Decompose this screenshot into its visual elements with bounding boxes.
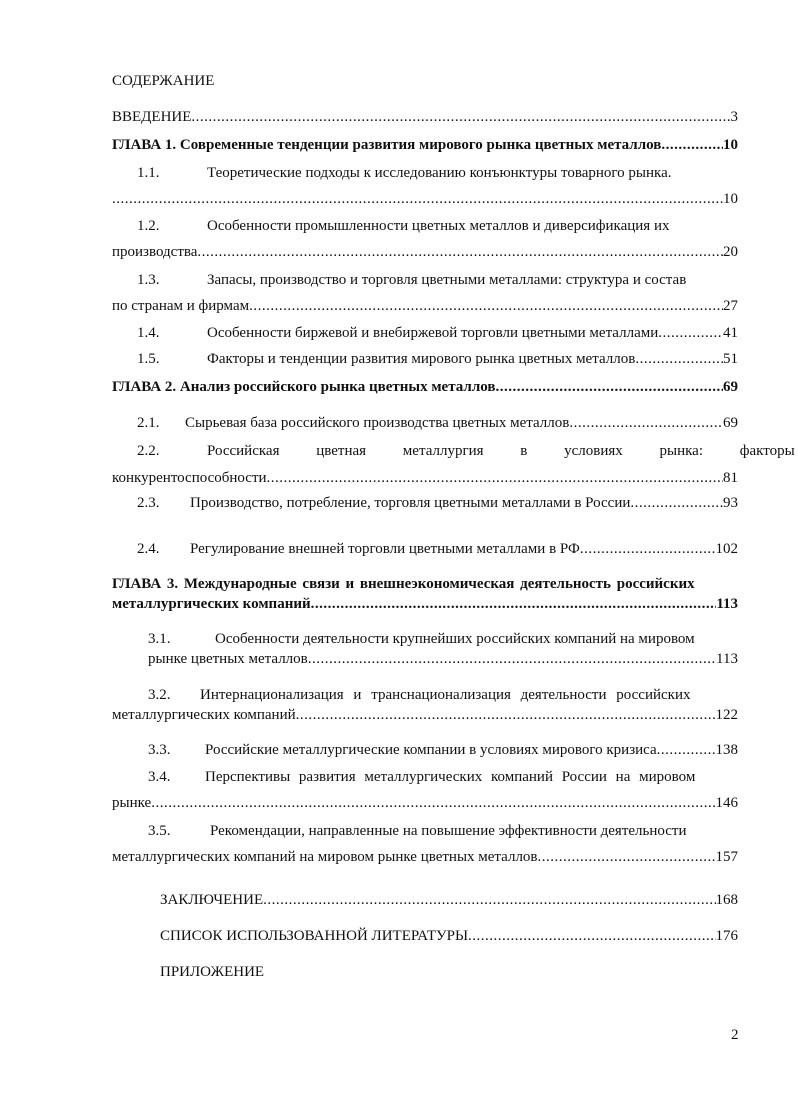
dot-leader [657,741,716,759]
page-number: 2 [731,1027,739,1043]
dot-leader [296,706,716,724]
toc-section-3-5-line2: металлургических компаний на мировом рынке цветных металлов [112,849,538,865]
toc-section-1-2-cont[interactable] [112,243,738,261]
toc-section-2-2-line2: конкурентоспособности [112,470,267,486]
toc-section-3-4-cont[interactable] [112,794,738,812]
toc-section-3-2-title[interactable]: Интернационализация и транснационализация деятельности российских [200,687,691,703]
dot-leader [191,108,730,126]
toc-section-number: 2.3. [137,495,160,511]
dot-leader [658,324,723,342]
toc-section-number: 1.4. [137,325,160,341]
toc-section-1-1-leader[interactable] [112,190,738,208]
toc-conclusion-page: 168 [715,892,738,908]
toc-section-1-3-page: 27 [723,298,738,314]
toc-section-3-4-line2: рынке [112,795,152,811]
toc-section-number: 3.5. [148,823,171,839]
toc-intro-label: ВВЕДЕНИЕ [112,109,192,125]
toc-section-number: 3.1. [148,631,171,647]
toc-section-number: 1.3. [137,272,160,288]
toc-section-number: 1.5. [137,351,160,367]
dot-leader [569,414,723,432]
dot-leader [151,794,715,812]
toc-intro[interactable] [112,108,738,126]
toc-conclusion[interactable] [160,891,738,909]
toc-references-label: СПИСОК ИСПОЛЬЗОВАННОЙ ЛИТЕРАТУРЫ [160,928,469,944]
toc-section-number: 2.4. [137,541,160,557]
toc-section-3-2-cont[interactable] [112,706,738,724]
toc-section-2-2-cont[interactable] [112,469,738,487]
toc-section-2-1[interactable] [185,414,738,432]
toc-section-3-3-page: 138 [715,742,738,758]
page-title: СОДЕРЖАНИЕ [112,73,215,89]
dot-leader [468,927,715,945]
toc-references-page: 176 [715,928,738,944]
toc-section-1-4-page: 41 [723,325,738,341]
toc-chapter-3-label-line2: металлургических компаний [112,596,311,612]
toc-section-1-3-line2: по странам и фирмам [112,298,250,314]
toc-section-3-3-title: Российские металлургические компании в условиях мирового кризиса [205,742,657,758]
toc-references[interactable] [160,927,738,945]
toc-section-1-5-title: Факторы и тенденции развития мирового рынка цветных металлов [207,351,636,367]
toc-section-2-4-title: Регулирование внешней торговли цветными металлами в РФ [190,541,580,557]
toc-section-2-2-title[interactable]: Российская цветная металлургия в условиях рынка: факторы [207,443,795,459]
toc-section-number: 2.2. [137,443,160,459]
dot-leader [267,469,723,487]
toc-chapter-3-label[interactable]: ГЛАВА 3. Международные связи и внешнеэкономическая деятельность российских [112,576,695,592]
dot-leader [112,190,723,208]
toc-section-3-4-page: 146 [715,795,738,811]
toc-section-number: 1.1. [137,165,160,181]
toc-section-2-3-page: 93 [723,495,738,511]
toc-section-3-1-page: 113 [716,651,738,667]
toc-section-3-2-line2: металлургических компаний [112,707,296,723]
toc-section-2-4[interactable] [190,540,738,558]
toc-chapter-3-page: 113 [716,596,738,612]
dot-leader [249,297,723,315]
toc-section-3-2-page: 122 [715,707,738,723]
toc-section-3-1-cont[interactable] [148,650,738,668]
toc-section-number: 2.1. [137,415,160,431]
toc-section-2-4-page: 102 [715,541,738,557]
toc-section-3-4-title[interactable]: Перспективы развития металлургических компаний России на мировом [205,769,696,785]
dot-leader [580,540,716,558]
toc-section-number: 3.2. [148,687,171,703]
toc-section-1-2-line2: производства [112,244,198,260]
toc-section-1-5-page: 51 [723,351,738,367]
toc-section-3-1-line2: рынке цветных металлов [148,651,308,667]
dot-leader [630,494,723,512]
toc-section-3-5-cont[interactable] [112,848,738,866]
toc-section-number: 1.2. [137,218,160,234]
dot-leader [538,848,716,866]
toc-section-3-3[interactable] [205,741,738,759]
toc-section-2-1-title: Сырьевая база российского производства цветных металлов [185,415,570,431]
toc-section-2-1-page: 69 [723,415,738,431]
toc-section-number: 3.4. [148,769,171,785]
toc-appendix[interactable]: ПРИЛОЖЕНИЕ [160,964,265,980]
toc-intro-page: 3 [730,109,738,125]
toc-section-2-2-page: 81 [723,470,738,486]
toc-section-2-3[interactable] [190,494,738,512]
toc-chapter-1[interactable] [112,136,738,154]
toc-section-2-3-title: Производство, потребление, торговля цветными металлами в России [190,495,631,511]
dot-leader [635,350,723,368]
dot-leader [495,378,723,396]
toc-section-1-1-page: 10 [723,191,738,207]
toc-section-3-5-title[interactable]: Рекомендации, направленные на повышение эффективности деятельности [210,823,687,839]
toc-chapter-2[interactable] [112,378,738,396]
dot-leader [263,891,715,909]
toc-section-1-4-title: Особенности биржевой и внебиржевой торговли цветными металлами [207,325,659,341]
toc-section-1-4[interactable] [207,324,738,342]
toc-section-1-1-title[interactable]: Теоретические подходы к исследованию конъюнктуры товарного рынка. [207,165,672,181]
toc-section-1-3-title[interactable]: Запасы, производство и торговля цветными металлами: структура и состав [207,272,687,288]
toc-conclusion-label: ЗАКЛЮЧЕНИЕ [160,892,264,908]
toc-chapter-3[interactable] [112,595,738,613]
toc-chapter-1-label: ГЛАВА 1. Современные тенденции развития мирового рынка цветных металлов [112,137,662,153]
dot-leader [197,243,723,261]
toc-chapter-2-page: 69 [723,379,738,395]
toc-section-3-5-page: 157 [715,849,738,865]
toc-section-1-3-cont[interactable] [112,297,738,315]
toc-section-1-2-title[interactable]: Особенности промышленности цветных металлов и диверсификация их [207,218,670,234]
toc-chapter-2-label: ГЛАВА 2. Анализ российского рынка цветных металлов [112,379,496,395]
toc-section-1-2-page: 20 [723,244,738,260]
dot-leader [311,595,717,613]
toc-section-3-1-title[interactable]: Особенности деятельности крупнейших российских компаний на мировом [215,631,695,647]
dot-leader [661,136,723,154]
dot-leader [308,650,716,668]
toc-section-number: 3.3. [148,742,171,758]
toc-chapter-1-page: 10 [723,137,738,153]
toc-section-1-5[interactable] [207,350,738,368]
